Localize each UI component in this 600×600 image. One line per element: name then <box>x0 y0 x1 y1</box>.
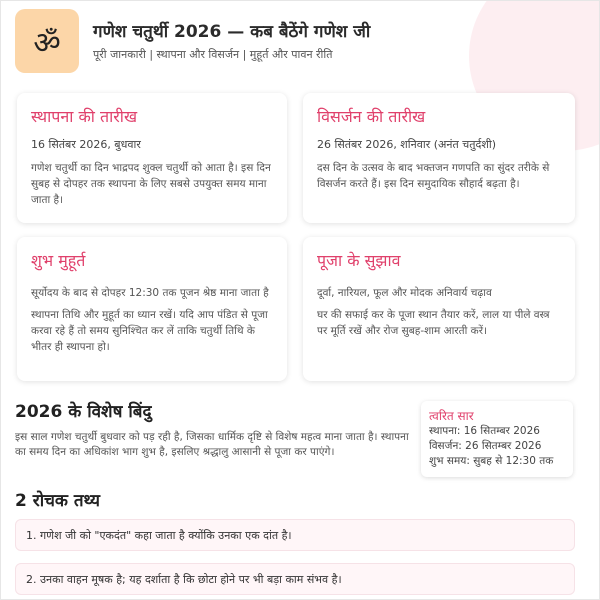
card-note: घर की सफाई कर के पूजा स्थान तैयार करें, लाल या पीले वस्त्र पर मूर्ति रखें और रोज सुबह-शाम आरती करें। <box>317 309 550 337</box>
card-title: पूजा के सुझाव <box>317 251 401 270</box>
page-subtitle: पूरी जानकारी | स्थापना और विसर्जन | मुहूर्त और पावन रीति <box>93 48 333 61</box>
card-description: दस दिन के उत्सव के बाद भक्तजन गणपति का सुंदर तरीके से विसर्जन करते हैं। इस दिन समुदायिक सौहार्द बढ़ता है। <box>317 162 550 190</box>
card-immersion-date <box>303 93 575 223</box>
card-title: विसर्जन की तारीख <box>317 107 426 126</box>
fact-item: 1. गणेश जी को "एकदंत" कहा जाता है क्योंकि उनका एक दांत है। <box>15 519 575 551</box>
section-text: इस साल गणेश चतुर्थी बुधवार को पड़ रही है, जिसका धार्मिक दृष्टि से विशेष महत्व माना जाता है। स्थापना का समय दिन का अधिकांश भाग शुभ है, इसलिए श्रद्धालु आसानी से पूजा कर पाएंगे। <box>15 431 409 458</box>
quick-summary-box <box>421 401 573 477</box>
card-installation-date <box>17 93 287 223</box>
special-points-section <box>15 399 415 460</box>
card-date: 16 सितंबर 2026, बुधवार <box>31 138 141 151</box>
quick-summary-line: विसर्जन: 26 सितम्बर 2026 <box>429 440 542 452</box>
card-note: स्थापना तिथि और मुहूर्त का ध्यान रखें। यदि आप पंडित से पूजा करवा रहे हैं तो समय सुनिश्चित कर लें ताकि चतुर्थी तिथि के भीतर ही स्थापना हो। <box>31 309 268 353</box>
card-description: सूर्योदय के बाद से दोपहर 12:30 तक पूजन श्रेष्ठ माना जाता है <box>31 287 269 299</box>
quick-summary-title: त्वरित सार <box>429 409 474 423</box>
facts-title: 2 रोचक तथ्य <box>15 491 100 511</box>
card-title: स्थापना की तारीख <box>31 107 138 126</box>
card-description: गणेश चतुर्थी का दिन भाद्रपद शुक्ल चतुर्थी को आता है। इस दिन सुबह से दोपहर तक स्थापना के लिए सबसे उपयुक्त समय माना जाता है। <box>31 162 271 206</box>
page-title: गणेश चतुर्थी 2026 — कब बैठेंगे गणेश जी <box>93 22 371 42</box>
card-title: शुभ मुहूर्त <box>31 251 86 270</box>
fact-item: 2. उनका वाहन मूषक है; यह दर्शाता है कि छोटा होने पर भी बड़ा काम संभव है। <box>15 563 575 595</box>
card-auspicious-time <box>17 237 287 381</box>
header <box>15 9 585 73</box>
section-title: 2026 के विशेष बिंदु <box>15 402 152 422</box>
card-date: 26 सितंबर 2026, शनिवार (अनंत चतुर्दशी) <box>317 138 496 151</box>
quick-summary-line: शुभ समय: सुबह से 12:30 तक <box>429 455 554 467</box>
quick-summary-line: स्थापना: 16 सितम्बर 2026 <box>429 425 540 437</box>
om-logo-icon: ॐ <box>15 9 79 73</box>
card-description: दूर्वा, नारियल, फूल और मोदक अनिवार्य चढ़ाव <box>317 287 492 299</box>
card-puja-tips <box>303 237 575 381</box>
